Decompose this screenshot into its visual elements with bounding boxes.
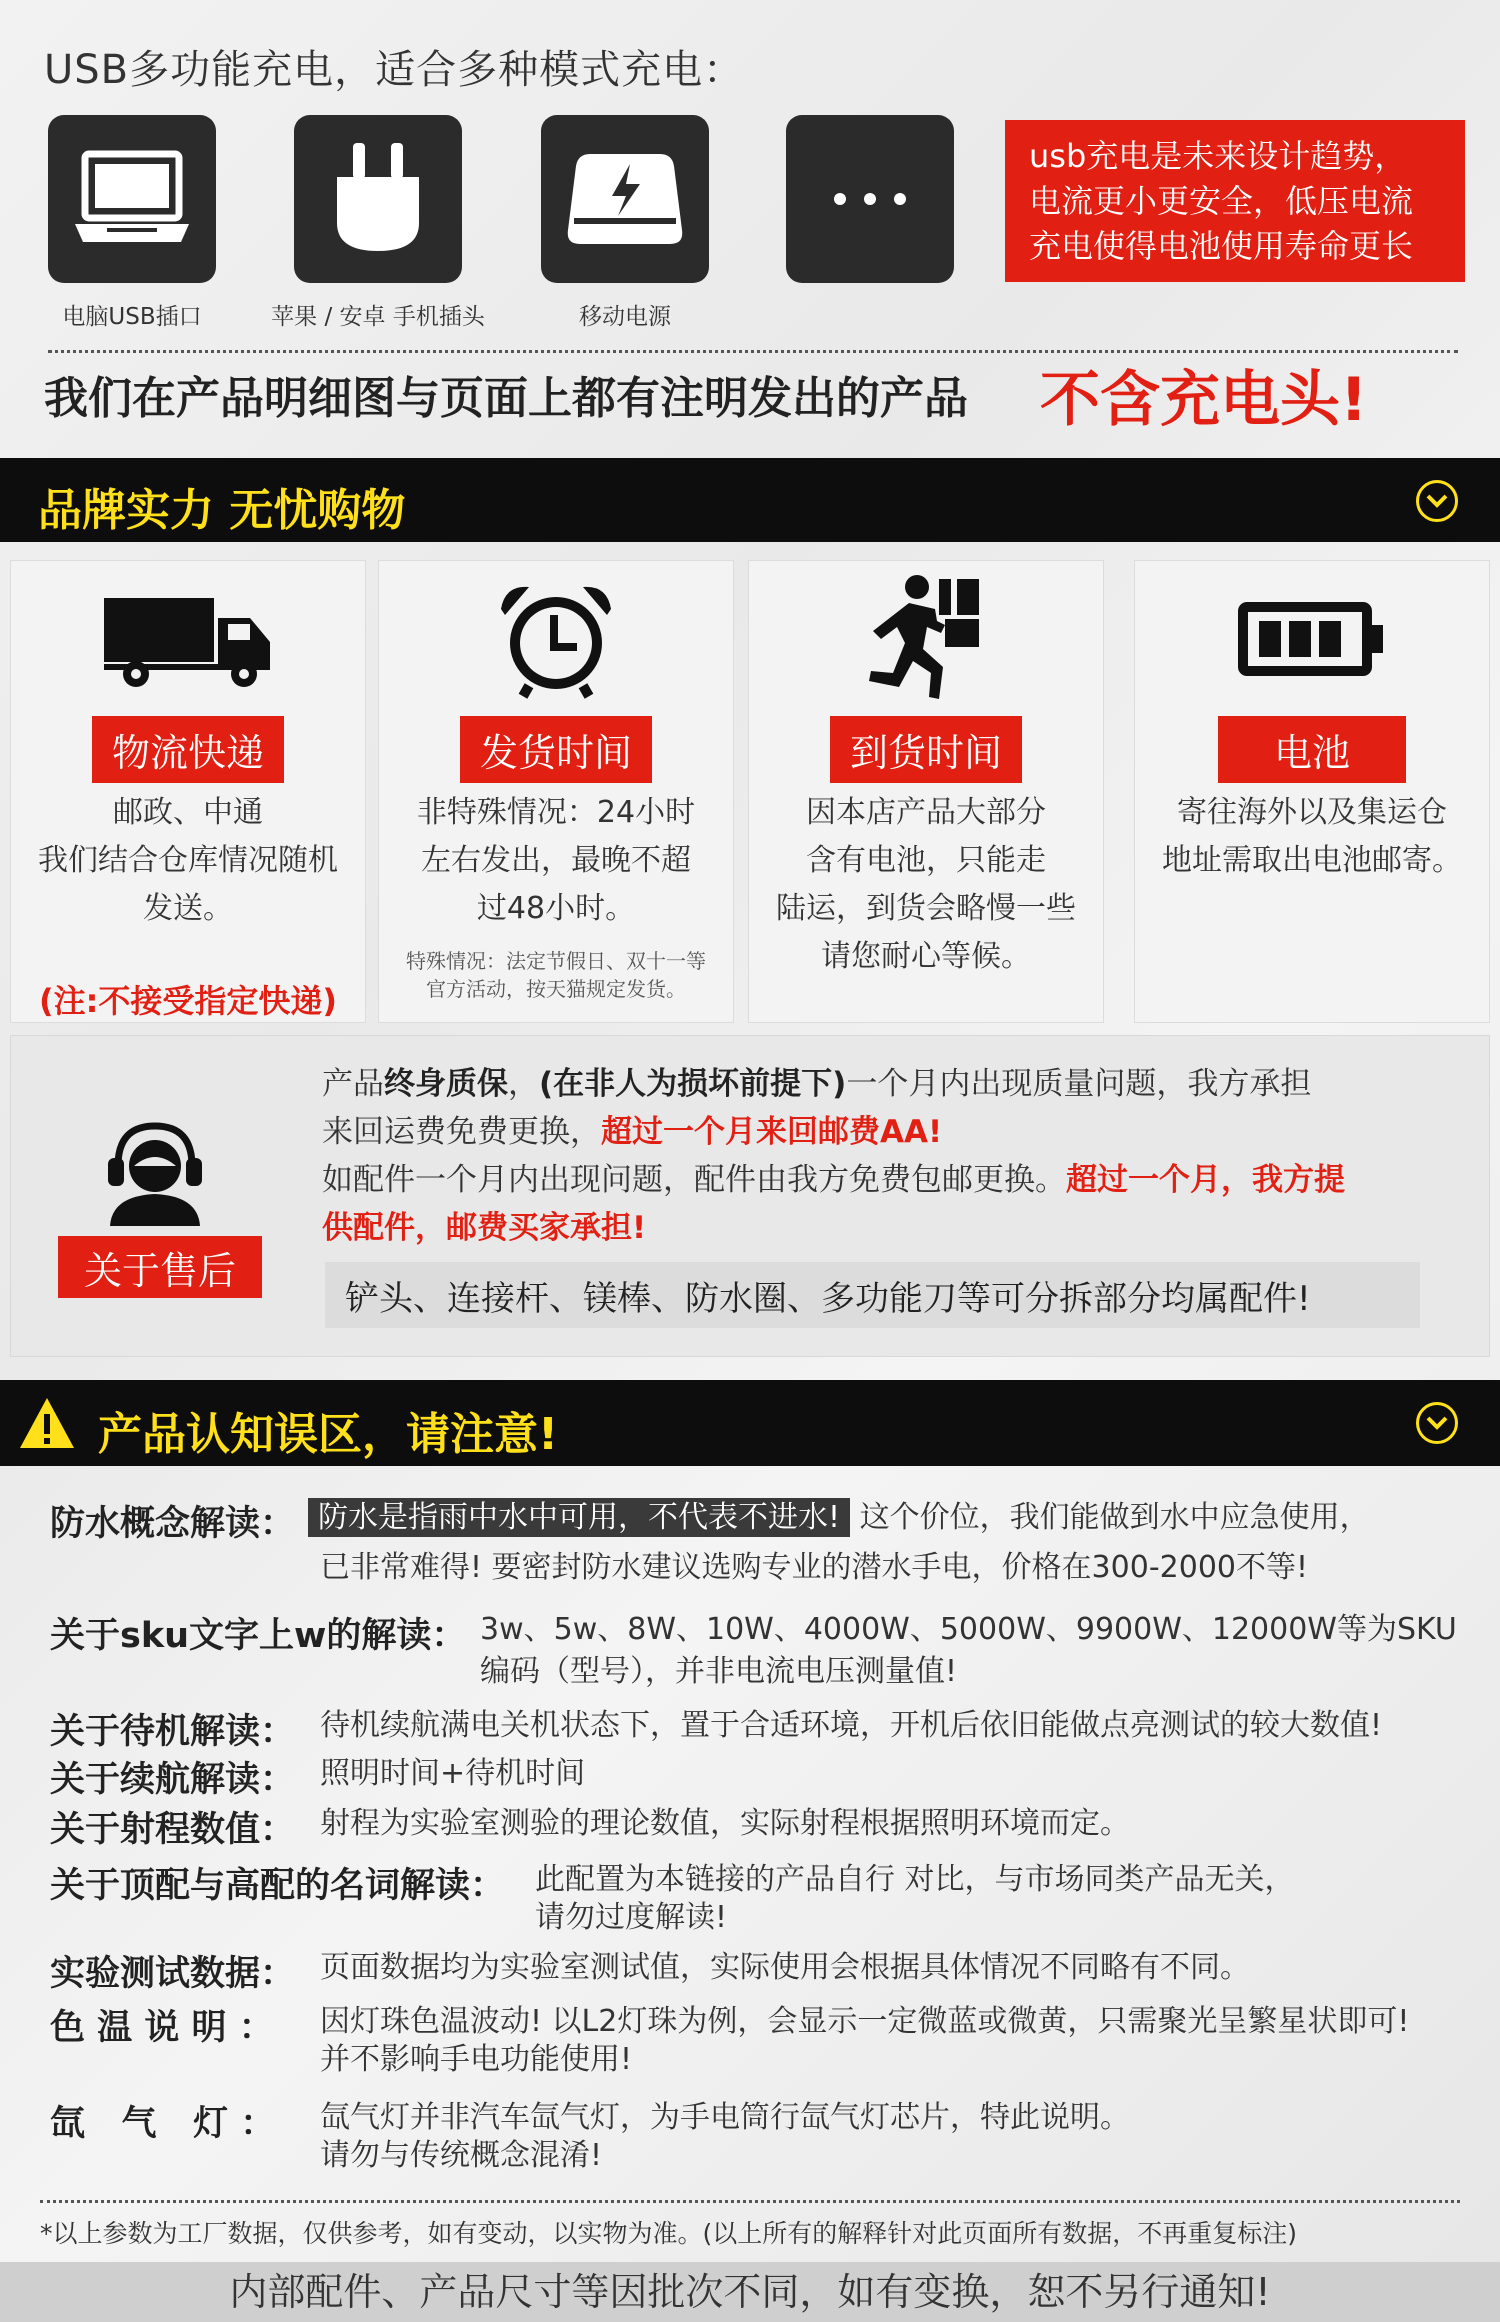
service-tag: 电池: [1218, 716, 1406, 783]
aftersales-accessory-box: 铲头、连接杆、镁棒、防水圈、多功能刀等可分拆部分均属配件!: [325, 1262, 1420, 1328]
xenon-key: 氙 气 灯 ：: [50, 2104, 276, 2144]
text-span-red: 超过一个月，我方提: [1066, 1162, 1345, 1198]
lab-key: 实验测试数据：: [50, 1954, 296, 1994]
service-line: 请您耐心等候。: [821, 939, 1031, 974]
misconception-bar-title: 产品认知误区，请注意!: [98, 1409, 559, 1460]
config-key: 关于顶配与高配的名词解读：: [50, 1866, 506, 1906]
aftersales-tag: 关于售后: [58, 1236, 262, 1298]
text-span: 一个月内出现质量问题，我方承担: [846, 1066, 1312, 1102]
laptop-icon: [48, 115, 216, 283]
color-temp-line2: 并不影响手电功能使用!: [320, 2042, 633, 2077]
standby-key: 关于待机解读：: [50, 1712, 296, 1752]
runtime-key: 关于续航解读：: [50, 1760, 296, 1800]
text-span: ，: [508, 1066, 539, 1102]
text-span-bold: (在非人为损坏前提下): [539, 1066, 847, 1102]
standby-line1: 待机续航满电关机状态下，置于合适环境，开机后依旧能做点亮测试的较大数值!: [320, 1708, 1383, 1743]
no-charger-text: 我们在产品明细图与页面上都有注明发出的产品: [44, 373, 968, 424]
service-line: 因本店产品大部分: [806, 795, 1046, 830]
service-line: 陆运，到货会略慢一些: [776, 891, 1076, 926]
service-tag: 物流快递: [92, 716, 284, 783]
usb-title: USB多功能充电，适合多种模式充电：: [44, 47, 745, 93]
aftersales-line: [322, 1060, 1452, 1108]
waterproof-text: 这个价位，我们能做到水中应急使用，: [859, 1500, 1370, 1535]
service-line: 我们结合仓库情况随机: [38, 843, 338, 878]
text-span-red: 超过一个月来回邮费AA!: [601, 1114, 943, 1150]
divider: [40, 2200, 1460, 2203]
power-bank-icon: [541, 115, 709, 283]
footnote: *以上参数为工厂数据，仅供参考，如有变动，以实物为准。(以上所有的解释针对此页面所有数据，不再重复标注): [40, 2219, 1298, 2248]
headset-person-icon: [100, 1118, 210, 1232]
alarm-clock-icon: [379, 579, 733, 699]
chevron-down-circle-icon[interactable]: [1416, 480, 1458, 522]
service-panel-logistics: [10, 560, 366, 1023]
service-line: 左右发出，最晚不超: [421, 843, 691, 878]
text-span: 产品: [322, 1066, 384, 1102]
service-line: 邮政、中通: [113, 795, 263, 830]
range-key: 关于射程数值：: [50, 1810, 296, 1850]
usb-note-line: 充电使得电池使用寿命更长: [1029, 227, 1414, 265]
plug-icon: [294, 115, 462, 283]
service-line: 含有电池，只能走: [806, 843, 1046, 878]
waterproof-key: 防水概念解读：: [50, 1504, 296, 1544]
service-body: [387, 789, 725, 933]
sku-key: 关于sku文字上w的解读：: [50, 1616, 467, 1656]
waterproof-highlight: 防水是指雨中水中可用，不代表不进水!: [308, 1498, 850, 1537]
sku-line2: 编码（型号），并非电流电压测量值!: [480, 1654, 958, 1689]
runtime-line1: 照明时间+待机时间: [320, 1756, 586, 1791]
service-line: 发送。: [143, 891, 233, 926]
brand-bar-title: 品牌实力 无忧购物: [38, 485, 406, 536]
service-tag: 发货时间: [460, 716, 652, 783]
waterproof-line1: [308, 1498, 1370, 1538]
usb-label-computer: 电脑USB插口: [62, 304, 202, 330]
aftersales-text: [322, 1060, 1452, 1252]
usb-label-power-bank: 移动电源: [579, 304, 671, 330]
usb-note-line: 电流更小更安全，低压电流: [1029, 182, 1414, 220]
service-panel-arrival-time: [748, 560, 1104, 1023]
usb-label-phone-plug: 苹果 / 安卓 手机插头: [271, 304, 485, 330]
delivery-man-icon: [749, 579, 1103, 699]
battery-icon: [1135, 579, 1489, 699]
truck-icon: [11, 579, 365, 699]
aftersales-line: [322, 1108, 1452, 1156]
lab-line1: 页面数据均为实验室测试值，实际使用会根据具体情况不同略有不同。: [320, 1950, 1250, 1985]
service-small-line: 特殊情况：法定节假日、双十一等: [406, 949, 706, 973]
service-small-note: [387, 947, 725, 1003]
aftersales-line: [322, 1156, 1452, 1204]
service-line: 寄往海外以及集运仓: [1177, 795, 1447, 830]
bottom-note: 内部配件、产品尺寸等因批次不同，如有变换，恕不另行通知!: [0, 2262, 1500, 2322]
service-tag: 到货时间: [830, 716, 1022, 783]
range-line1: 射程为实验室测验的理论数值，实际射程根据照明环境而定。: [320, 1806, 1130, 1841]
config-line2: 请勿过度解读!: [535, 1900, 728, 1935]
color-temp-key: 色 温 说 明 ：: [50, 2008, 274, 2048]
text-span-bold: 终身质保: [384, 1066, 508, 1102]
waterproof-line2: 已非常难得! 要密封防水建议选购专业的潜水手电，价格在300-2000不等!: [320, 1550, 1309, 1585]
warning-icon: [18, 1396, 76, 1454]
more-icon: [786, 115, 954, 283]
color-temp-line1: 因灯珠色温波动! 以L2灯珠为例，会显示一定微蓝或微黄，只需聚光呈繁星状即可!: [320, 2004, 1410, 2039]
service-red-note: (注:不接受指定快递): [38, 982, 338, 1020]
service-panel-battery: [1134, 560, 1490, 1023]
usb-note: [1005, 120, 1465, 282]
service-body: [757, 789, 1095, 981]
text-span: 来回运费免费更换，: [322, 1114, 601, 1150]
misconception-bar: [0, 1380, 1500, 1466]
service-body: [19, 789, 357, 933]
xenon-line2: 请勿与传统概念混淆!: [320, 2138, 603, 2173]
text-span: 如配件一个月内出现问题，配件由我方免费包邮更换。: [322, 1162, 1066, 1198]
text-span-red: 供配件，邮费买家承担!: [322, 1210, 647, 1246]
service-panel-shipping-time: [378, 560, 734, 1023]
chevron-down-circle-icon[interactable]: [1416, 1402, 1458, 1444]
usb-note-line: usb充电是未来设计趋势，: [1029, 137, 1407, 175]
service-line: 过48小时。: [476, 891, 636, 926]
no-charger-emphasis: 不含充电头!: [1040, 365, 1368, 435]
aftersales-line: [322, 1204, 1452, 1252]
xenon-line1: 氙气灯并非汽车氙气灯，为手电筒行氙气灯芯片，特此说明。: [320, 2100, 1130, 2135]
brand-bar: [0, 458, 1500, 542]
service-line: 非特殊情况：24小时: [416, 795, 696, 830]
service-line: 地址需取出电池邮寄。: [1162, 843, 1462, 878]
service-small-line: 官方活动，按天猫规定发货。: [426, 977, 686, 1001]
service-body: [1143, 789, 1481, 885]
sku-line1: 3w、5w、8W、10W、4000W、5000W、9900W、12000W等为SKU: [480, 1612, 1457, 1647]
config-line1: 此配置为本链接的产品自行 对比，与市场同类产品无关，: [535, 1862, 1295, 1897]
